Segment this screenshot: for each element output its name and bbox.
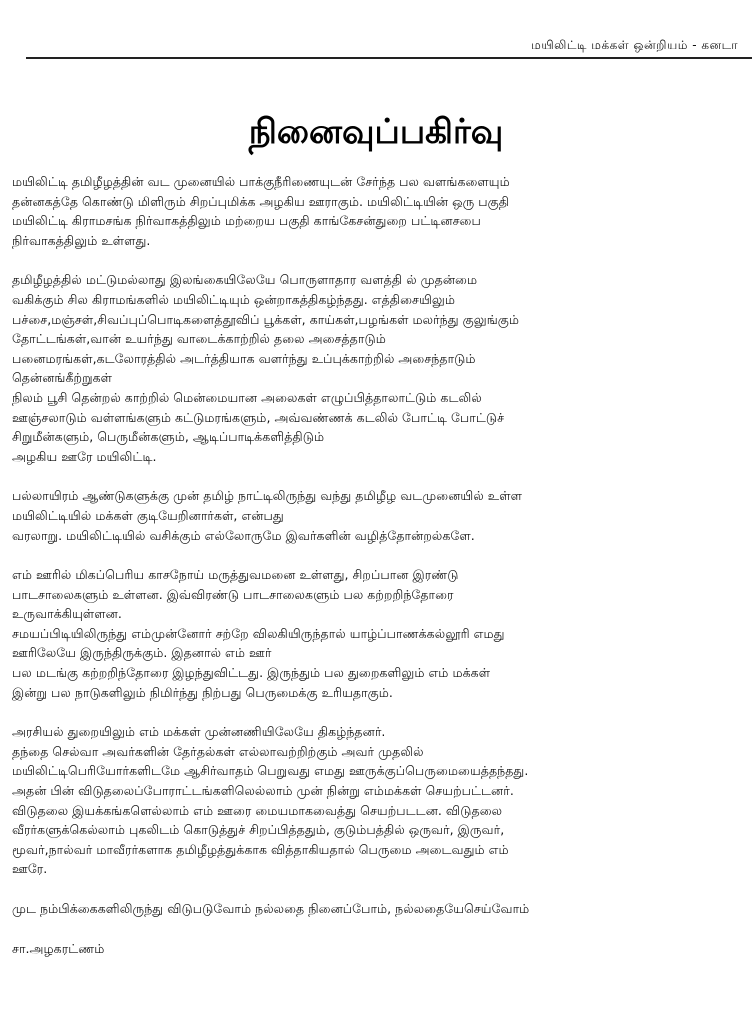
text-line: மூவர்,நால்வர் மாவீரர்களாக தமிழீழத்துக்காக வித்தாகியதால் பெருமை அடைவதும் எம்	[12, 841, 509, 857]
text-line: விடுதலை இயக்கங்களெல்லாம் எம் ஊரை மையமாகவைத்து செயற்படடன. விடுதலை	[12, 802, 503, 818]
text-line: சமயப்பிடியிலிருந்து எம்முன்னோர் சற்றே விலகியிருந்தால் யாழ்ப்பாணக்கல்லூரி எமது	[12, 625, 505, 641]
paragraph	[12, 899, 740, 919]
paragraph	[12, 270, 740, 466]
text-line: வீரர்களுக்கெல்லாம் புகலிடம் கொடுத்துச் சிறப்பித்ததும், குடும்பத்தில் ஒருவர், இருவர்,	[12, 822, 505, 838]
paragraph-gap	[12, 879, 740, 899]
text-line: வகிக்கும் சில கிராமங்களில் மயிலிட்டியும் ஒன்றாகத்திகழ்ந்தது. எத்திசையிலும்	[12, 291, 456, 307]
page-title: நினைவுப்பகிர்வு	[248, 112, 504, 152]
text-line: எம் ஊரில் மிகப்பெரிய காசநோய் மருத்துவமனை உள்ளது, சிறப்பான இரண்டு	[12, 567, 459, 583]
header-divider	[26, 57, 752, 59]
text-line: பாடசாலைகளும் உள்ளன. இவ்விரண்டு பாடசாலைகளும் பல கற்றறிந்தோரை	[12, 586, 454, 602]
text-line: ஊரிலேயே இருந்திருக்கும். இதனால் எம் ஊர்	[12, 645, 272, 661]
text-line: தோட்டங்கள்,வான் உயர்ந்து வாடைக்காற்றில் தலை அசைத்தாடும்	[12, 331, 386, 347]
text-line: பல்லாயிரம் ஆண்டுகளுக்கு முன் தமிழ் நாட்டிலிருந்து வந்து தமிழீழ வடமுனையில் உள்ள	[12, 488, 522, 504]
text-line: தமிழீழத்தில் மட்டுமல்லாது இலங்கையிலேயே பொருளாதார வளத்தி ல் முதன்மை	[12, 272, 478, 288]
text-line: நிலம் பூசி தென்றல் காற்றில் மென்மையான அலைகள் எழுப்பித்தாலாட்டும் கடலில்	[12, 389, 482, 405]
text-line: மயிலிட்டிபெரியோர்களிடமே ஆசிர்வாதம் பெறுவது எமது ஊருக்குப்பெருமையைத்தந்தது.	[12, 763, 529, 779]
text-line: அரசியல் துறையிலும் எம் மக்கள் முன்னணியிலேயே திகழ்ந்தனர்.	[12, 724, 386, 740]
text-line: சா.அழகரட்ணம்	[12, 940, 105, 956]
text-line: மயிலிட்டியில் மக்கள் குடியேறினார்கள், என்பது	[12, 507, 284, 523]
page-header	[0, 0, 752, 62]
paragraph-gap	[12, 250, 740, 270]
text-line: சிறுமீன்களும், பெருமீன்களும், ஆடிப்பாடிக்களித்திடும்	[12, 429, 325, 445]
text-line: மயிலிட்டி தமிழீழத்தின் வட முனையில் பாக்குநீரிணையுடன் சேர்ந்த பல வளங்களையும்	[12, 174, 510, 189]
paragraph-gap	[12, 919, 740, 939]
text-line: அதன் பின் விடுதலைப்போராட்டங்களிலெல்லாம் முன் நின்று எம்மக்கள் செயற்பட்டனர்.	[12, 783, 514, 799]
paragraph-gap	[12, 545, 740, 565]
text-line: பல மடங்கு கற்றறிந்தோரை இழந்துவிட்டது. இருந்தும் பல துறைகளிலும் எம் மக்கள்	[12, 665, 491, 681]
text-line: தென்னங்கீற்றுகள்	[12, 370, 113, 386]
text-line: தன்னகத்தே கொண்டு மிளிரும் சிறப்புமிக்க அழகிய ஊராகும். மயிலிட்டியின் ஒரு பகுதி	[12, 193, 510, 209]
article-body	[12, 172, 740, 958]
text-line: ஊஞ்சலாடும் வள்ளங்களும் கட்டுமரங்களும், அவ்வண்ணக் கடலில் போட்டி போட்டுச்	[12, 409, 505, 425]
paragraph-gap	[12, 466, 740, 486]
paragraph	[12, 565, 740, 702]
text-line: பச்சை,மஞ்சள்,சிவப்புப்பொடிகளைத்தூவிப் பூக்கள், காய்கள்,பழங்கள் மலர்ந்து குலுங்கும்	[12, 311, 520, 327]
text-line: முட நம்பிக்கைகளிலிருந்து விடுபடுவோம் நல்லதை நினைப்போம், நல்லதையேசெய்வோம்	[12, 901, 530, 916]
text-line: நிர்வாகத்திலும் உள்ளது.	[12, 232, 151, 248]
author-signature	[12, 939, 740, 959]
header-organization-name: மயிலிட்டி மக்கள் ஒன்றியம் - கனடா	[531, 38, 738, 52]
text-line: மயிலிட்டி கிராமசங்க நிர்வாகத்திலும் மற்றைய பகுதி காங்கேசன்துறை பட்டினசபை	[12, 213, 481, 229]
text-line: ஊரே.	[12, 861, 48, 877]
paragraph	[12, 722, 740, 879]
text-line: பனைமரங்கள்,கடலோரத்தில் அடர்த்தியாக வளர்ந்து உப்புக்காற்றில் அசைந்தாடும்	[12, 350, 476, 366]
text-line: தந்தை செல்வா அவர்களின் தேர்தல்கள் எல்லாவற்றிற்கும் அவர் முதலில்	[12, 743, 424, 759]
text-line: அழகிய ஊரே மயிலிட்டி.	[12, 448, 157, 464]
paragraph	[12, 172, 740, 250]
paragraph	[12, 486, 740, 545]
text-line: வரலாறு. மயிலிட்டியில் வசிக்கும் எல்லோருமே இவர்களின் வழித்தோன்றல்களே.	[12, 527, 475, 543]
text-line: உருவாக்கியுள்ளன.	[12, 606, 122, 622]
text-line: இன்று பல நாடுகளிலும் நிமிர்ந்து நிற்பது பெருமைக்கு உரியதாகும்.	[12, 684, 393, 700]
paragraph-gap	[12, 702, 740, 722]
